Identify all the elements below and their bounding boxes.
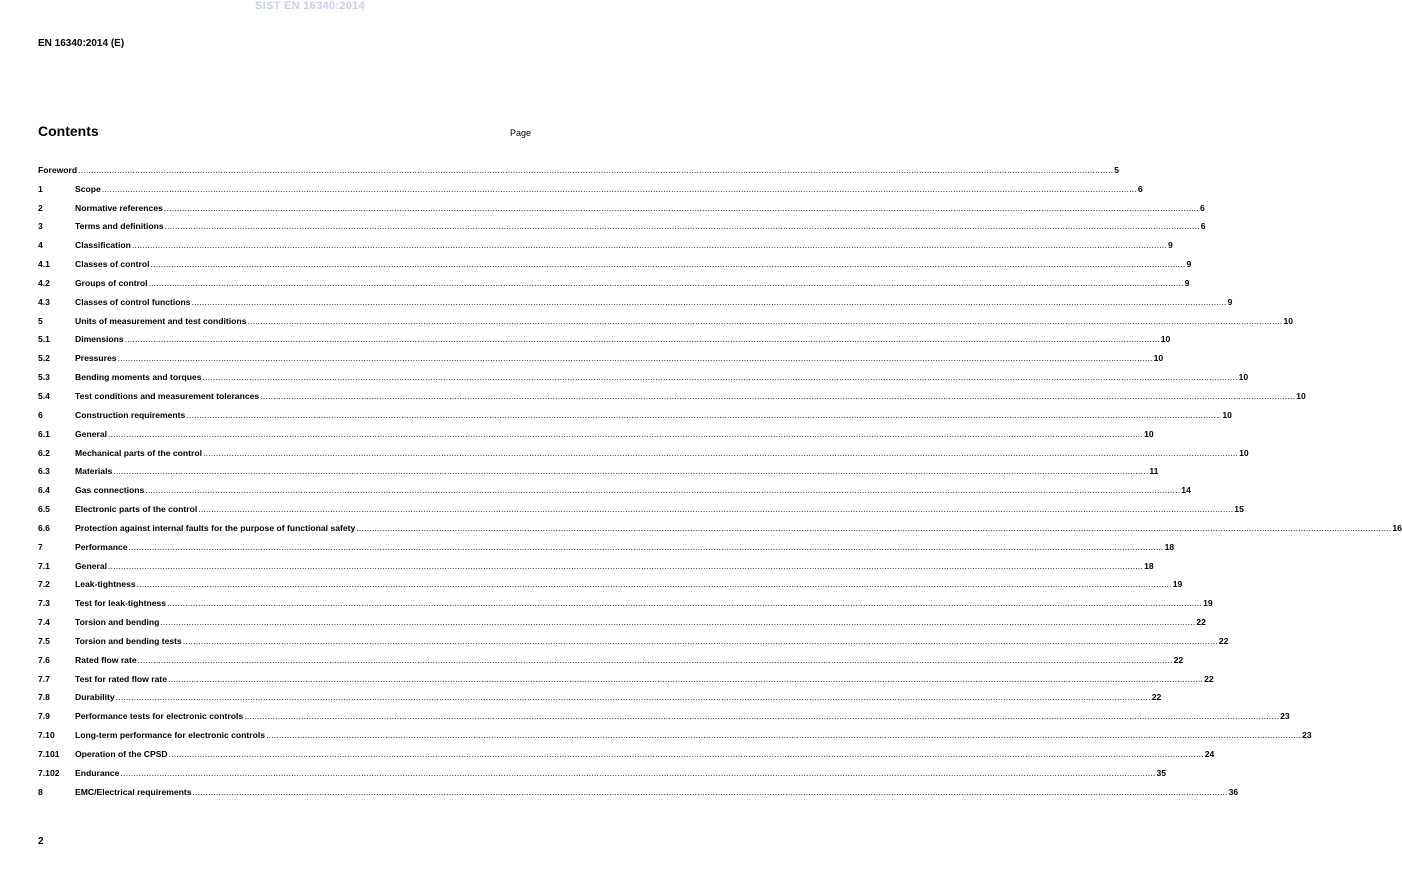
toc-entry[interactable] <box>38 420 1154 439</box>
toc-page-number: 10 <box>1160 334 1171 345</box>
toc-page-number: 22 <box>1204 673 1214 684</box>
toc-section-title: Terms and definitions <box>75 221 164 232</box>
toc-entry[interactable] <box>38 194 1205 213</box>
toc-dot-leader: ................................................................................................................................................................................................................................................................................................................................................................................................................ <box>167 598 1203 609</box>
toc-entry[interactable] <box>38 533 1175 552</box>
toc-entry[interactable] <box>38 382 1306 401</box>
toc-page-number: 14 <box>1181 485 1191 496</box>
toc-section-number: 8 <box>38 786 43 797</box>
toc-section-title: Dimensions <box>75 334 124 345</box>
toc-dot-leader: ................................................................................................................................................................................................................................................................................................................................................................................................................ <box>145 485 1181 496</box>
toc-section-title: Torsion and bending tests <box>75 635 182 646</box>
toc-dot-leader: ................................................................................................................................................................................................................................................................................................................................................................................................................ <box>266 730 1302 741</box>
toc-page-number: 23 <box>1302 730 1312 741</box>
toc-page-number: 18 <box>1164 541 1175 552</box>
toc-entry[interactable] <box>38 514 1402 533</box>
toc-section-number: 7.9 <box>38 711 50 722</box>
toc-entry[interactable] <box>38 495 1244 515</box>
toc-section-number: 7.4 <box>38 617 50 628</box>
toc-section-title: Foreword <box>38 164 78 175</box>
toc-section-number: 6.3 <box>38 466 50 477</box>
toc-page-number: 6 <box>1137 183 1143 194</box>
toc-page-number: 10 <box>1296 390 1306 401</box>
toc-section-title: General <box>75 428 108 439</box>
toc-page-number: 22 <box>1173 654 1184 665</box>
toc-section-number: 6.1 <box>38 428 50 439</box>
toc-entry[interactable] <box>38 665 1214 684</box>
toc-section-title: Materials <box>75 466 113 477</box>
toc-dot-leader: ................................................................................................................................................................................................................................................................................................................................................................................................................ <box>182 635 1218 646</box>
toc-entry[interactable] <box>38 589 1213 609</box>
toc-page-number: 10 <box>1283 315 1294 326</box>
toc-section-number: 6.2 <box>38 447 50 458</box>
toc-entry[interactable] <box>38 439 1249 458</box>
toc-page-number: 10 <box>1144 428 1154 439</box>
toc-section-number: 7.10 <box>38 730 55 741</box>
toc-section-title: Test for leak-tightness <box>75 598 167 609</box>
toc-dot-leader: ................................................................................................................................................................................................................................................................................................................................................................................................................ <box>198 504 1234 515</box>
toc-section-title: Operation of the CPSD <box>75 749 168 759</box>
toc-section-number: 4.3 <box>38 296 50 307</box>
toc-entry[interactable] <box>38 740 1215 759</box>
toc-section-number: 3 <box>38 221 43 232</box>
toc-page-number: 36 <box>1228 786 1239 797</box>
toc-section-title: Units of measurement and test conditions <box>75 315 247 326</box>
toc-page-number: 23 <box>1280 711 1290 722</box>
toc-dot-leader: ................................................................................................................................................................................................................................................................................................................................................................................................................ <box>108 560 1144 571</box>
toc-section-title: Performance tests for electronic controls <box>75 711 244 722</box>
toc-section-number: 6.4 <box>38 485 50 496</box>
toc-entry[interactable] <box>38 231 1173 251</box>
toc-entry[interactable] <box>38 476 1191 496</box>
toc-section-title: Classes of control <box>75 259 150 270</box>
toc-entry[interactable] <box>38 326 1171 345</box>
toc-section-title: Durability <box>75 692 115 703</box>
toc-dot-leader: ................................................................................................................................................................................................................................................................................................................................................................................................................ <box>260 390 1296 401</box>
toc-entry[interactable] <box>38 175 1143 194</box>
toc-page-number: 22 <box>1196 617 1206 628</box>
toc-section-number: 5.1 <box>38 334 50 345</box>
toc-dot-leader: ................................................................................................................................................................................................................................................................................................................................................................................................................ <box>120 767 1156 778</box>
toc-section-number: 1 <box>38 183 43 194</box>
toc-dot-leader: ................................................................................................................................................................................................................................................................................................................................................................................................................ <box>150 259 1186 270</box>
contents-heading: Contents <box>38 123 99 139</box>
watermark-text: SIST EN 16340:2014 <box>255 0 365 12</box>
table-of-contents <box>38 156 1402 797</box>
toc-dot-leader: ................................................................................................................................................................................................................................................................................................................................................................................................................ <box>117 353 1153 364</box>
toc-page-number: 10 <box>1153 353 1164 364</box>
toc-section-title: Construction requirements <box>75 409 186 420</box>
toc-dot-leader: ................................................................................................................................................................................................................................................................................................................................................................................................................ <box>247 315 1283 326</box>
toc-section-number: 6 <box>38 409 43 420</box>
toc-section-number: 2 <box>38 202 43 213</box>
toc-page-number: 6 <box>1199 202 1205 213</box>
toc-section-title: Pressures <box>75 353 117 364</box>
toc-dot-leader: ................................................................................................................................................................................................................................................................................................................................................................................................................ <box>163 202 1199 213</box>
toc-section-number: 7.8 <box>38 692 50 703</box>
toc-page-number: 35 <box>1156 767 1167 778</box>
toc-dot-leader: ................................................................................................................................................................................................................................................................................................................................................................................................................ <box>186 409 1222 420</box>
toc-section-title: Rated flow rate <box>75 654 137 665</box>
toc-page-number: 22 <box>1218 635 1229 646</box>
toc-entry[interactable] <box>38 608 1206 628</box>
toc-section-number: 7.2 <box>38 579 50 590</box>
toc-section-title: Performance <box>75 541 128 552</box>
toc-section-number: 5 <box>38 315 43 326</box>
toc-entry[interactable] <box>38 156 1119 175</box>
toc-entry[interactable] <box>38 684 1162 703</box>
toc-section-number: 7.5 <box>38 635 50 646</box>
toc-entry[interactable] <box>38 552 1154 571</box>
toc-page-number: 10 <box>1222 409 1232 420</box>
toc-dot-leader: ................................................................................................................................................................................................................................................................................................................................................................................................................ <box>192 786 1228 797</box>
toc-dot-leader: ................................................................................................................................................................................................................................................................................................................................................................................................................ <box>101 183 1137 194</box>
toc-section-title: Electronic parts of the control <box>75 504 198 515</box>
toc-section-number: 4.2 <box>38 277 50 288</box>
toc-section-title: Classes of control functions <box>75 296 191 307</box>
toc-dot-leader: ................................................................................................................................................................................................................................................................................................................................................................................................................ <box>113 466 1149 477</box>
toc-section-number: 7 <box>38 541 43 552</box>
toc-page-number: 6 <box>1200 221 1206 232</box>
toc-entry[interactable] <box>38 269 1190 288</box>
toc-entry[interactable] <box>38 778 1239 797</box>
document-header: EN 16340:2014 (E) <box>38 38 125 49</box>
toc-section-title: Long-term performance for electronic controls <box>75 730 266 741</box>
toc-dot-leader: ................................................................................................................................................................................................................................................................................................................................................................................................................ <box>244 711 1280 722</box>
toc-entry[interactable] <box>38 627 1229 646</box>
toc-section-title: Bending moments and torques <box>75 372 202 383</box>
toc-dot-leader: ................................................................................................................................................................................................................................................................................................................................................................................................................ <box>78 164 1114 175</box>
toc-dot-leader: ................................................................................................................................................................................................................................................................................................................................................................................................................ <box>136 579 1172 590</box>
toc-page-number: 19 <box>1203 598 1213 609</box>
toc-dot-leader: ................................................................................................................................................................................................................................................................................................................................................................................................................ <box>128 541 1164 552</box>
toc-dot-leader: ................................................................................................................................................................................................................................................................................................................................................................................................................ <box>202 372 1238 383</box>
toc-dot-leader: ................................................................................................................................................................................................................................................................................................................................................................................................................ <box>356 522 1392 533</box>
toc-entry[interactable] <box>38 721 1312 741</box>
toc-section-number: 5.3 <box>38 372 50 383</box>
toc-section-title: Leak-tightness <box>75 579 136 590</box>
toc-entry[interactable] <box>38 646 1184 665</box>
toc-entry[interactable] <box>38 458 1159 477</box>
toc-section-title: Groups of control <box>75 277 148 288</box>
toc-dot-leader: ................................................................................................................................................................................................................................................................................................................................................................................................................ <box>168 749 1204 759</box>
toc-section-number: 5.2 <box>38 353 50 364</box>
toc-section-number: 6.5 <box>38 504 50 515</box>
toc-page-number: 22 <box>1151 692 1162 703</box>
toc-dot-leader: ................................................................................................................................................................................................................................................................................................................................................................................................................ <box>137 654 1173 665</box>
toc-dot-leader: ................................................................................................................................................................................................................................................................................................................................................................................................................ <box>164 221 1200 232</box>
toc-entry[interactable] <box>38 288 1233 307</box>
toc-page-number: 16 <box>1392 522 1402 533</box>
toc-section-number: 7.7 <box>38 673 50 684</box>
toc-section-title: Test conditions and measurement tolerances <box>75 390 260 401</box>
toc-page-number: 10 <box>1239 447 1249 458</box>
toc-section-number: 6.6 <box>38 522 50 533</box>
toc-page-number: 10 <box>1238 372 1249 383</box>
toc-dot-leader: ................................................................................................................................................................................................................................................................................................................................................................................................................ <box>160 617 1196 628</box>
toc-entry[interactable] <box>38 344 1164 364</box>
toc-section-number: 7.1 <box>38 560 50 571</box>
toc-section-title: Scope <box>75 183 101 194</box>
toc-section-title: Gas connections <box>75 485 145 496</box>
toc-entry[interactable] <box>38 307 1294 326</box>
toc-section-number: 7.101 <box>38 749 60 759</box>
toc-section-title: EMC/Electrical requirements <box>75 786 192 797</box>
toc-dot-leader: ................................................................................................................................................................................................................................................................................................................................................................................................................ <box>148 277 1184 288</box>
toc-section-number: 4.1 <box>38 259 50 270</box>
toc-dot-leader: ................................................................................................................................................................................................................................................................................................................................................................................................................ <box>191 296 1227 307</box>
toc-page-number: 9 <box>1227 296 1233 307</box>
toc-section-number: 4 <box>38 240 43 251</box>
toc-entry[interactable] <box>38 213 1206 232</box>
toc-section-number: 7.6 <box>38 654 50 665</box>
toc-section-title: Test for rated flow rate <box>75 673 168 684</box>
toc-dot-leader: ................................................................................................................................................................................................................................................................................................................................................................................................................ <box>203 447 1239 458</box>
toc-dot-leader: ................................................................................................................................................................................................................................................................................................................................................................................................................ <box>115 692 1151 703</box>
toc-page-number: 15 <box>1234 504 1244 515</box>
toc-dot-leader: ................................................................................................................................................................................................................................................................................................................................................................................................................ <box>124 334 1160 345</box>
toc-section-title: Classification <box>75 240 131 251</box>
toc-section-title: Mechanical parts of the control <box>75 447 203 458</box>
toc-entry[interactable] <box>38 571 1183 590</box>
toc-dot-leader: ................................................................................................................................................................................................................................................................................................................................................................................................................ <box>131 240 1167 251</box>
toc-section-number: 5.4 <box>38 390 50 401</box>
toc-page-number: 19 <box>1172 579 1183 590</box>
toc-dot-leader: ................................................................................................................................................................................................................................................................................................................................................................................................................ <box>168 673 1204 684</box>
toc-section-title: Endurance <box>75 767 120 778</box>
toc-page-number: 24 <box>1204 749 1215 759</box>
toc-section-title: General <box>75 560 108 571</box>
toc-dot-leader: ................................................................................................................................................................................................................................................................................................................................................................................................................ <box>108 428 1144 439</box>
toc-entry[interactable] <box>38 363 1249 383</box>
toc-section-title: Normative references <box>75 202 163 213</box>
toc-page-number: 18 <box>1144 560 1154 571</box>
toc-page-number: 5 <box>1114 164 1119 175</box>
toc-entry[interactable] <box>38 401 1232 420</box>
toc-section-title: Protection against internal faults for the purpose of functional safety <box>75 522 356 533</box>
toc-page-number: 9 <box>1186 259 1192 270</box>
toc-entry[interactable] <box>38 250 1192 270</box>
page-column-label: Page <box>510 128 532 138</box>
toc-page-number: 11 <box>1149 466 1159 477</box>
toc-page-number: 9 <box>1184 277 1190 288</box>
page-number: 2 <box>38 836 44 847</box>
toc-page-number: 9 <box>1167 240 1173 251</box>
toc-entry[interactable] <box>38 702 1290 722</box>
toc-section-number: 7.102 <box>38 767 60 778</box>
toc-section-number: 7.3 <box>38 598 50 609</box>
toc-entry[interactable] <box>38 759 1167 778</box>
toc-section-title: Torsion and bending <box>75 617 160 628</box>
